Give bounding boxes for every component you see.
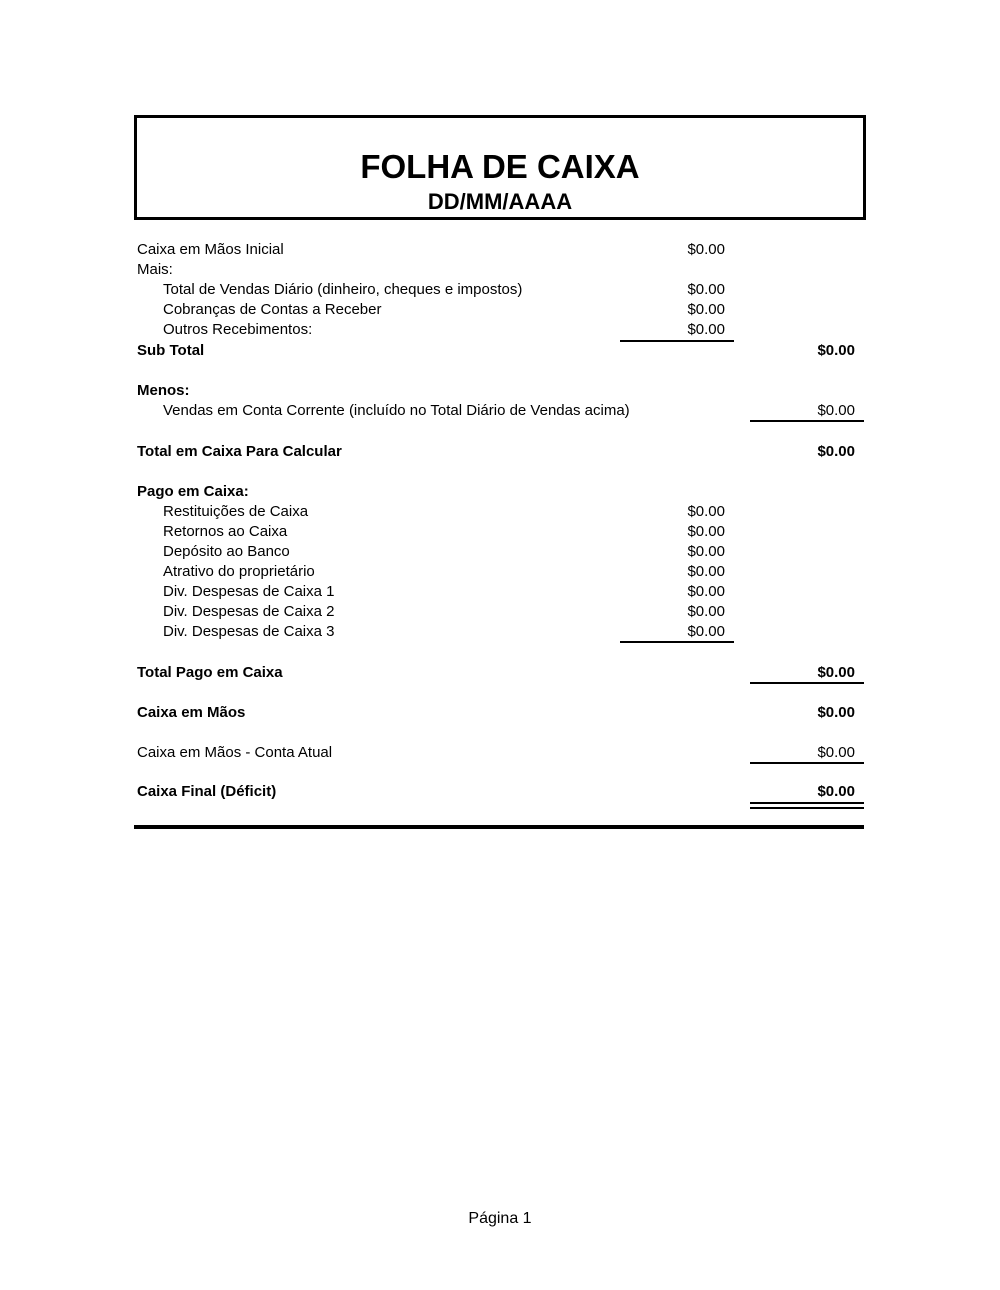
row-atrativo <box>137 562 864 582</box>
row-div1 <box>137 582 864 602</box>
row-amount: $0.00 <box>817 402 855 419</box>
row-label: Cobranças de Contas a Receber <box>163 301 382 318</box>
row-div2 <box>137 602 864 622</box>
row-amount: $0.00 <box>687 543 725 560</box>
row-restituicoes <box>137 502 864 522</box>
row-amount: $0.00 <box>687 241 725 258</box>
row-cobrancas <box>137 300 864 320</box>
row-amount: $0.00 <box>687 301 725 318</box>
row-label: Depósito ao Banco <box>163 543 290 560</box>
row-amount: $0.00 <box>687 523 725 540</box>
row-amount: $0.00 <box>817 342 855 359</box>
row-sub-total <box>137 341 864 361</box>
row-amount: $0.00 <box>687 603 725 620</box>
row-label: Caixa em Mãos <box>137 704 246 721</box>
row-label: Restituições de Caixa <box>163 503 309 520</box>
row-amount: $0.00 <box>817 443 855 460</box>
row-label: Div. Despesas de Caixa 3 <box>163 623 335 640</box>
row-amount: $0.00 <box>817 744 855 761</box>
header-box <box>134 115 866 220</box>
row-amount: $0.00 <box>687 583 725 600</box>
underline <box>750 420 864 422</box>
row-amount: $0.00 <box>687 563 725 580</box>
row-outros <box>137 320 864 340</box>
row-total-pago <box>137 663 864 683</box>
row-amount: $0.00 <box>817 664 855 681</box>
row-retornos <box>137 522 864 542</box>
row-label: Total Pago em Caixa <box>137 664 283 681</box>
row-amount: $0.00 <box>687 623 725 640</box>
row-caixa-maos <box>137 703 864 723</box>
section-label: Pago em Caixa: <box>137 483 249 500</box>
row-amount: $0.00 <box>687 503 725 520</box>
section-label: Menos: <box>137 382 190 399</box>
row-amount: $0.00 <box>817 783 855 800</box>
bottom-rule <box>134 825 864 829</box>
row-label: Total de Vendas Diário (dinheiro, cheques e impostos) <box>163 281 523 298</box>
double-underline <box>750 802 864 809</box>
row-label: Atrativo do proprietário <box>163 563 315 580</box>
row-label: Caixa Final (Déficit) <box>137 783 277 800</box>
section-label: Mais: <box>137 261 173 278</box>
row-vendas-conta <box>137 401 864 421</box>
underline <box>620 641 734 643</box>
row-div3 <box>137 622 864 642</box>
row-caixa-final <box>137 782 864 802</box>
row-total-calcular <box>137 442 864 462</box>
row-label: Vendas em Conta Corrente (incluído no Total Diário de Vendas acima) <box>163 402 630 419</box>
document-title: FOLHA DE CAIXA <box>360 148 640 185</box>
underline <box>750 762 864 764</box>
row-conta-atual <box>137 743 864 763</box>
row-amount: $0.00 <box>687 321 725 338</box>
row-vendas-diario <box>137 280 864 300</box>
underline <box>750 682 864 684</box>
row-amount: $0.00 <box>687 281 725 298</box>
row-menos <box>137 381 864 401</box>
row-caixa-inicial <box>137 240 864 260</box>
row-label: Caixa em Mãos - Conta Atual <box>137 744 333 761</box>
row-amount: $0.00 <box>817 704 855 721</box>
row-deposito <box>137 542 864 562</box>
row-label: Sub Total <box>137 342 205 359</box>
row-label: Caixa em Mãos Inicial <box>137 241 284 258</box>
row-label: Outros Recebimentos: <box>163 321 313 338</box>
row-pago-em-caixa <box>137 482 864 502</box>
row-label: Total em Caixa Para Calcular <box>137 443 342 460</box>
page-number: Página 1 <box>468 1210 532 1227</box>
row-label: Retornos ao Caixa <box>163 523 288 540</box>
document-date: DD/MM/AAAA <box>427 189 573 214</box>
row-label: Div. Despesas de Caixa 1 <box>163 583 335 600</box>
row-label: Div. Despesas de Caixa 2 <box>163 603 335 620</box>
row-mais <box>137 260 864 280</box>
